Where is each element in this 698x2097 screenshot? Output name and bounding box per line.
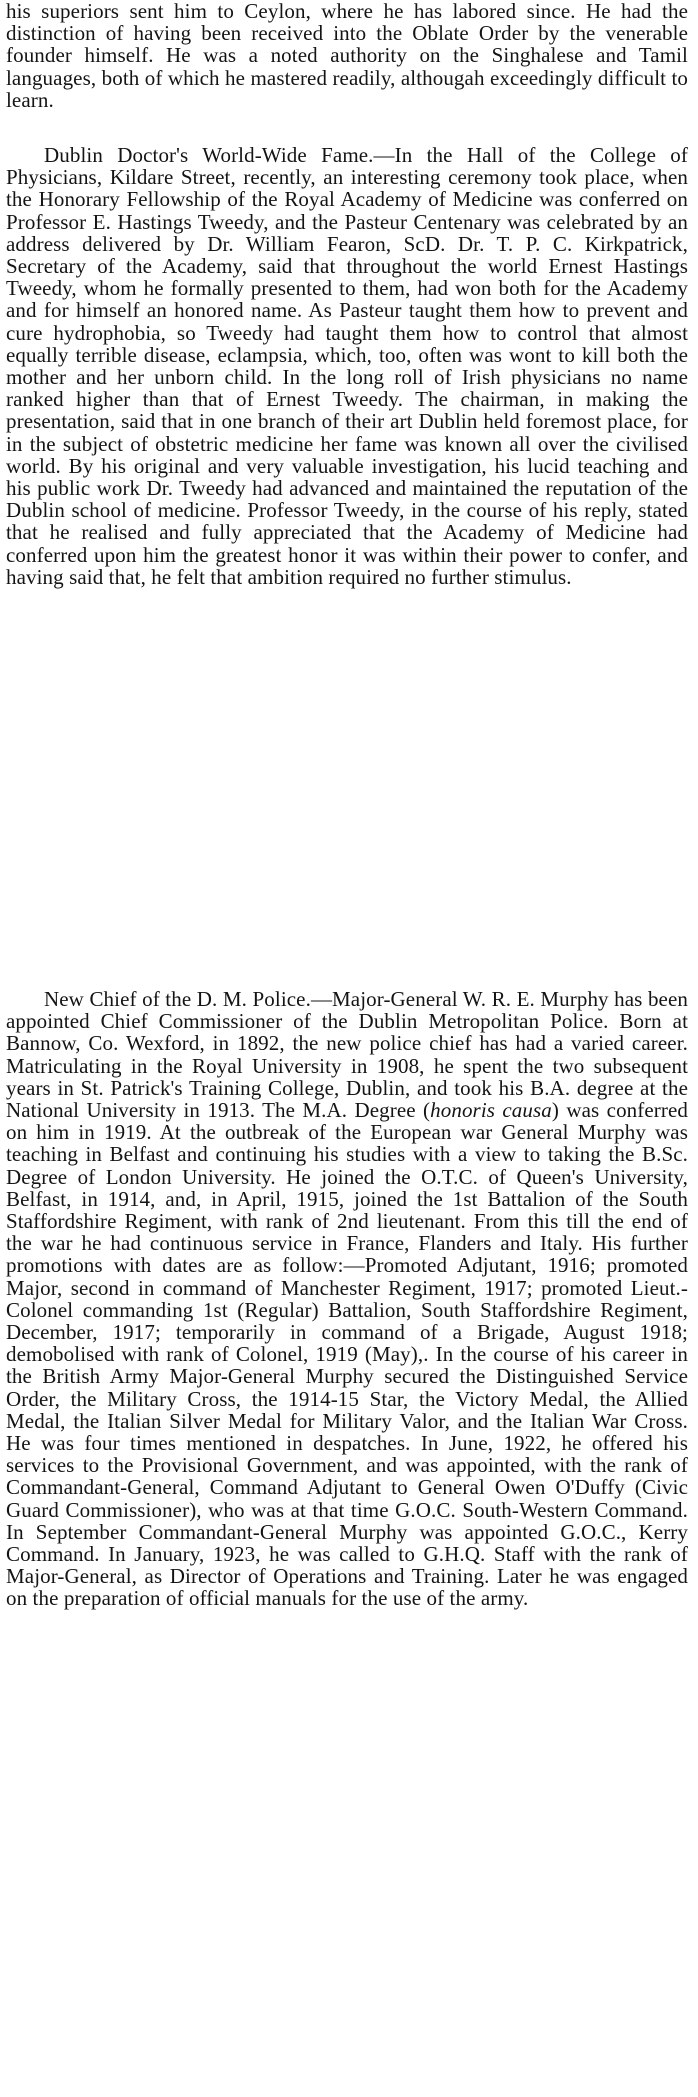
- paragraph-3-text-start: New Chief of the D. M. Police.—Major-General W. R. E. Murphy has been appointed Chief Commissioner of the Dublin Metropolitan Police. Born at Bannow, Co. Wexford, in 1892, the new police chief has had a varied career. Matriculating in the Royal University in 1908, he spent the two subsequent years in St. Patrick's Training College, Dublin, and took his B.A. degree at the National University in 1913. The M.A. Degree (: [6, 987, 688, 1123]
- paragraph-dublin-doctor: [6, 144, 688, 588]
- latin-phrase: honoris causa: [430, 1098, 552, 1123]
- paragraph-1-text: his superiors sent him to Ceylon, where he has labored since. He had the distinction of having been received into the Oblate Order by the venerable founder himself. He was a noted authority on the Singhalese and Tamil languages, both of which he mastered readily, althougah exceedingly difficult to learn.: [6, 0, 688, 112]
- paragraph-police-chief: [6, 988, 688, 1610]
- paragraph-2-text: Dublin Doctor's World-Wide Fame.—In the Hall of the College of Physicians, Kildare Street, recently, an interesting ceremony took place, when the Honorary Fellowship of the Royal Academy of Medicine was conferred on Professor E. Hastings Tweedy, and the Pasteur Centenary was celebrated by an address delivered by Dr. William Fearon, ScD. Dr. T. P. C. Kirkpatrick, Secretary of the Academy, said that throughout the world Ernest Hastings Tweedy, whom he formally presented to them, had won both for the Academy and for himself an honored name. As Pasteur taught them how to prevent and cure hydrophobia, so Tweedy had taught them how to control that almost equally terrible disease, eclampsia, which, too, often was wont to kill both the mother and her unborn child. In the long roll of Irish physicians no name ranked higher than that of Ernest Tweedy. The chairman, in making the presentation, said that in one branch of their art Dublin held foremost place, for in the subject of obstetric medicine her fame was known all over the civilised world. By his original and very valuable investigation, his lucid teaching and his public work Dr. Tweedy had advanced and maintained the reputation of the Dublin school of medicine. Professor Tweedy, in the course of his reply, stated that he realised and fully appreciated that the Academy of Medicine had conferred upon him the greatest honor it was within their power to confer, and having said that, he felt that ambition required no further stimulus.: [6, 143, 688, 589]
- paragraph-3-text-end: ) was conferred on him in 1919. At the outbreak of the European war General Murphy was teaching in Belfast and continuing his studies with a view to taking the B.Sc. Degree of London University. He joined the O.T.C. of Queen's University, Belfast, in 1914, and, in April, 1915, joined the 1st Battalion of the South Staffordshire Regiment, with rank of 2nd lieutenant. From this till the end of the war he had continuous service in France, Flanders and Italy. His further promotions with dates are as follow:—Promoted Adjutant, 1916; promoted Major, second in command of Manchester Regiment, 1917; promoted Lieut.-Colonel commanding 1st (Regular) Battalion, South Staffordshire Regiment, December, 1917; temporarily in command of a Brigade, August 1918; demobolised with rank of Colonel, 1919 (May),. In the course of his career in the British Army Major-General Murphy secured the Distinguished Service Order, the Military Cross, the 1914-15 Star, the Victory Medal, the Allied Medal, the Italian Silver Medal for Military Valor, and the Italian War Cross. He was four times mentioned in despatches. In June, 1922, he offered his services to the Provisional Government, and was appointed, with the rank of Commandant-General, Command Adjutant to General Owen O'Duffy (Civic Guard Commissioner), who was at that time G.O.C. South-Western Command. In September Commandant-General Murphy was appointed G.O.C., Kerry Command. In January, 1923, he was called to G.H.Q. Staff with the rank of Major-General, as Director of Operations and Training. Later he was engaged on the preparation of official manuals for the use of the army.: [6, 1098, 688, 1611]
- paragraph-ceylon-missionary: [6, 0, 688, 111]
